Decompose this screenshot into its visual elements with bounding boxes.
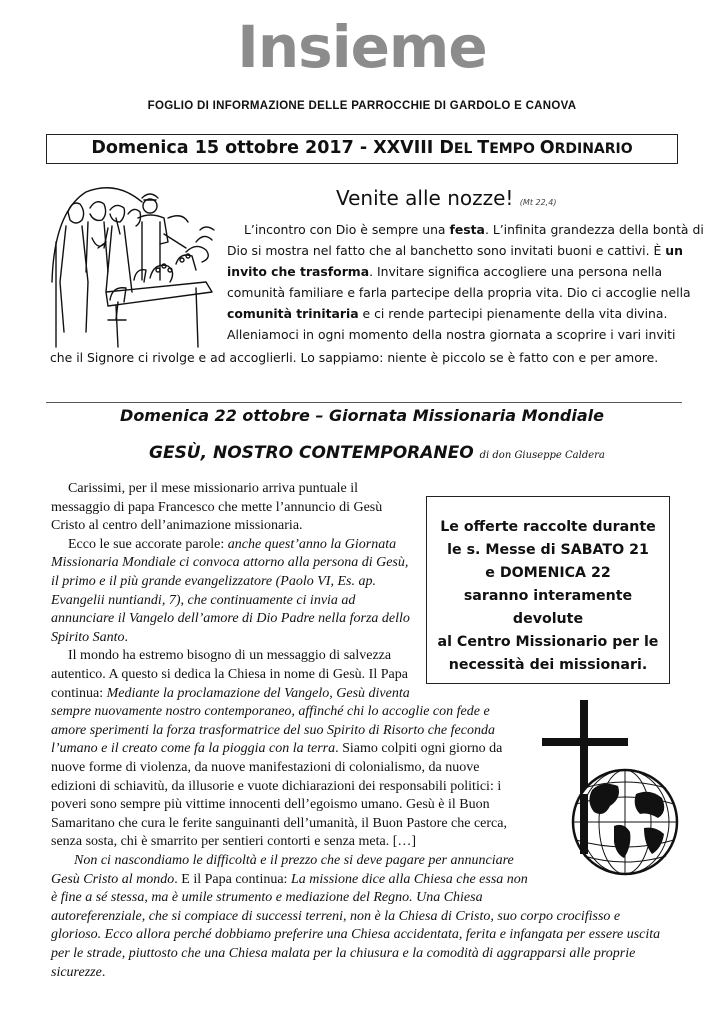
article-line (51, 740, 502, 759)
gospel-keyword-comunita: comunità trinitaria (227, 306, 359, 321)
article-line (51, 685, 410, 704)
article-line (51, 554, 408, 573)
date-banner-main: Domenica 15 ottobre 2017 - XXVIII (91, 138, 440, 158)
article-line (51, 517, 303, 536)
article-line (51, 722, 495, 741)
article-line (51, 945, 635, 964)
article-line-segment: Carissimi, per il mese missionario arriva puntuale il (68, 481, 359, 496)
gospel-line-text: Alleniamoci in ogni momento della nostra giornata a scoprire i vari inviti (227, 327, 676, 342)
gospel-keyword-festa: festa (449, 222, 485, 237)
gospel-keyword-un: un (665, 243, 683, 258)
article-line-segment: l’umano e il creato come fa la pioggia con la terra (51, 741, 336, 757)
article-line-segment: autoreferenziale, che si compiace di successi terreni, non è la Chiesa di Cristo, suo corpo crocifisso e (51, 908, 621, 924)
article-line-segment: glorioso. Ecco allora perché dobbiamo preferire una Chiesa accidentata, ferita e infangata per essere uscita (51, 927, 661, 943)
article-line-segment: edizioni di schiavitù, da illusorie e vuote dichiarazioni dei responsabili politici: i (51, 778, 502, 794)
gospel-title (336, 186, 556, 210)
article-line (51, 926, 660, 945)
gospel-line-1 (244, 220, 704, 241)
article-line (51, 759, 479, 778)
gospel-title-text: Venite alle nozze! (336, 186, 514, 210)
article-line-segment: poveri sono sempre più vittime innocenti dell’egoismo umano. Gesù è il Buon (51, 797, 490, 813)
article-line-segment: Samaritano che cura le ferite sanguinanti dell’umanità, il Buon Pastore che cerca, (51, 815, 507, 831)
article-line-segment: . Siamo colpiti ogni giorno da (335, 741, 503, 757)
gospel-reference: (Mt 22,4) (519, 198, 557, 207)
gospel-line-text: comunità familiare e farla partecipe della propria vita. Dio ci accoglie nella (227, 285, 691, 300)
article-line (51, 908, 620, 927)
article-line-segment: Mediante la proclamazione del Vangelo, Gesù diventa (106, 685, 410, 701)
notice-line: le s. Messe di SABATO 21 (447, 542, 649, 558)
article-line-segment: annunciare il Vangelo dell’amore di Dio Padre nella forza dello (51, 611, 410, 627)
article-line-segment: . (101, 964, 106, 980)
date-banner (46, 134, 678, 164)
article-line-segment: . (124, 629, 129, 645)
gospel-line-text: Dio si mostra nel fatto che al banchetto sono invitati buoni e cattivi. È (227, 243, 666, 258)
article-line (51, 666, 408, 685)
gospel-line-text: e ci rende partecipi pienamente della vita divina. (358, 306, 668, 321)
article-line (68, 480, 358, 499)
article-title: GESÙ, NOSTRO CONTEMPORANEO (149, 443, 474, 463)
article-line (51, 592, 355, 611)
article-line (51, 499, 382, 518)
gospel-line-text: L’incontro con Dio è sempre una (244, 222, 450, 237)
article-line (51, 778, 501, 797)
article-line-segment: Ecco le sue accorate parole: (68, 536, 228, 552)
offerings-notice-text (426, 516, 670, 677)
notice-line: Le offerte raccolte durante (440, 519, 656, 535)
article-line-segment: anche quest’anno la Giornata (227, 536, 397, 552)
date-banner-small-d: D (439, 138, 454, 158)
article-author: di don Giuseppe Caldera (479, 450, 605, 461)
article-line (51, 889, 483, 908)
newsletter-subtitle: FOGLIO DI INFORMAZIONE DELLE PARROCCHIE DI GARDOLO E CANOVA (147, 100, 577, 112)
article-line (51, 573, 376, 592)
article-line-segment: continua: (51, 685, 107, 701)
article-line-segment: sicurezze (51, 964, 102, 980)
notice-line: devolute (512, 611, 584, 627)
article-line-segment: nuove forme di violenza, da nuove manifestazioni di colonialismo, da nuove (51, 760, 480, 775)
date-banner-small-empo: EMPO (489, 141, 540, 157)
date-banner-small-rdinario: RDINARIO (554, 141, 633, 157)
article-line-segment: autentico. A questo si dedica la Chiesa in nome di Gesù. Il Papa (51, 667, 408, 682)
article-line-segment: Cristo al centro dell’animazione missionaria. (51, 518, 303, 534)
article-line-segment: Spirito Santo (51, 629, 125, 645)
notice-line: saranno interamente (463, 588, 633, 604)
article-line (51, 610, 410, 629)
notice-line: necessità dei missionari. (448, 657, 648, 673)
article-line (51, 629, 128, 648)
article-line-segment: amore sperimenti la forza trasformatrice del suo Spirito di Risorto che feconda (51, 722, 495, 738)
article-line-segment: Il mondo ha estremo bisogno di un messaggio di salvezza (68, 648, 392, 664)
article-line-segment: sempre nuovamente nostro contemporaneo, affinché chi lo accoglie con fede e (51, 704, 490, 720)
article-line-segment: è fine a sé stessa, ma è umile strumento e mediazione del Regno. Una Chiesa (51, 890, 483, 906)
article-line-segment: Non ci nascondiamo le difficoltà e il prezzo che si deve pagare per annunciare (74, 853, 514, 868)
article-line (51, 833, 416, 852)
article-line (51, 796, 490, 815)
article-line-segment: il primo e il più grande evangelizzatore (Paolo VI, Es. ap. (51, 574, 376, 589)
gospel-line-text: . L’infinita grandezza della bontà di (484, 222, 704, 237)
article-line-segment: senza sosta, chi è smarrito per sentieri contorti e senza meta. […] (51, 834, 417, 850)
date-banner-small-el: EL (453, 141, 478, 157)
date-banner-small-t: T (477, 138, 490, 158)
article-line-segment: Missionaria Mondiale ci convoca attorno alla persona di Gesù, (51, 555, 409, 571)
article-line (51, 871, 528, 890)
gospel-line-3 (227, 262, 662, 283)
article-line-segment: messaggio di papa Francesco che mette l’annuncio di Gesù (51, 499, 383, 515)
section-title: Domenica 22 ottobre – Giornata Missionaria Mondiale (120, 406, 604, 425)
newsletter-title: Insieme (237, 13, 487, 81)
article-line (51, 703, 490, 722)
date-banner-small-o: O (539, 138, 555, 158)
article-line-segment: La missione dice alla Chiesa che essa non (290, 871, 528, 887)
article-line-segment: Evangelii nuntiandi, 7), che continuamente ci invia ad (51, 592, 356, 608)
gospel-line-2 (227, 241, 683, 262)
article-line (68, 647, 391, 666)
article-line (68, 536, 396, 555)
gospel-line-5 (227, 304, 667, 325)
article-line-segment: per le strade, piuttosto che una Chiesa malata per la chiusura e la comodità di aggrapparsi alle proprie (51, 946, 636, 961)
gospel-line-6 (227, 325, 675, 346)
article-line-segment: . E il Papa continua: (174, 871, 291, 887)
cross-globe-icon (540, 694, 690, 894)
notice-line: al Centro Missionario per le (437, 634, 659, 650)
article-line (74, 852, 514, 871)
article-heading (149, 443, 605, 463)
article-line (51, 964, 105, 983)
notice-line: e DOMENICA 22 (485, 565, 611, 581)
wedding-feast-illustration (46, 182, 218, 350)
article-line-segment: Gesù Cristo al mondo (51, 871, 175, 887)
gospel-line-7 (50, 348, 658, 369)
gospel-line-text: che il Signore ci rivolge e ad accoglierli. Lo sappiamo: niente è piccolo se è fatto con e per amore. (50, 350, 659, 365)
section-divider (46, 402, 682, 403)
article-line (51, 815, 507, 834)
gospel-line-text: . Invitare significa accogliere una persona nella (369, 264, 663, 279)
gospel-line-4 (227, 283, 691, 304)
gospel-keyword-invito: invito che trasforma (227, 264, 370, 279)
